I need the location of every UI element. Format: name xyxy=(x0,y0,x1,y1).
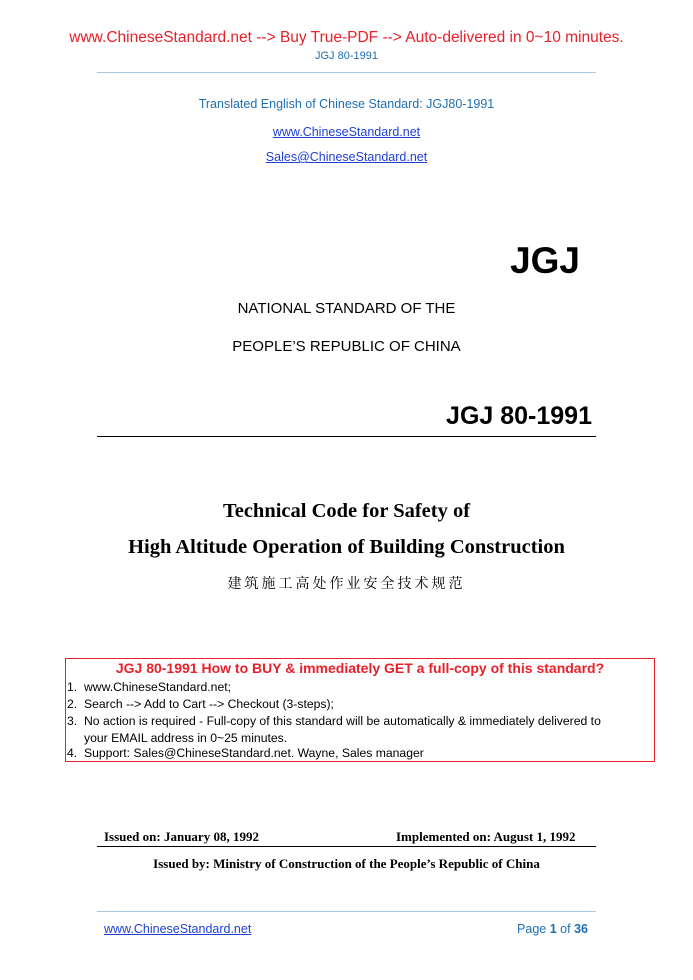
list-number: 1. xyxy=(67,680,78,694)
translation-line: Translated English of Chinese Standard: JGJ80-1991 xyxy=(198,97,495,111)
list-item-text: www.ChineseStandard.net; xyxy=(84,680,232,694)
email-link[interactable]: Sales@ChineseStandard.net xyxy=(265,150,428,164)
standard-category: JGJ xyxy=(510,240,580,281)
list-item-text: Search --> Add to Cart --> Checkout (3-steps); xyxy=(84,697,334,711)
website-link[interactable]: www.ChineseStandard.net xyxy=(272,125,421,139)
list-number: 3. xyxy=(67,714,78,728)
page-of: of xyxy=(560,922,571,936)
issued-by: Issued by: Ministry of Construction of the People’s Republic of China xyxy=(153,856,540,871)
email-link-row xyxy=(0,148,693,166)
title-chinese: 建筑施工高处作业安全技术规范 xyxy=(227,576,466,592)
footer-divider xyxy=(97,911,596,912)
website-link-row xyxy=(0,123,693,141)
issue-divider xyxy=(97,846,596,847)
list-item-text: your EMAIL address in 0~25 minutes. xyxy=(84,731,288,745)
list-number: 2. xyxy=(67,697,78,711)
standard-number: JGJ 80-1991 xyxy=(446,402,592,430)
footer-website-link[interactable]: www.ChineseStandard.net xyxy=(104,922,252,936)
title-line2: High Altitude Operation of Building Construction xyxy=(128,536,565,558)
header-standard-code: JGJ 80-1991 xyxy=(315,50,378,62)
issued-on-date: Issued on: January 08, 1992 xyxy=(104,829,259,844)
buy-step-4 xyxy=(67,746,424,760)
standard-number-divider xyxy=(97,436,596,437)
list-number: 4. xyxy=(67,746,78,760)
buy-step-3 xyxy=(67,714,601,728)
top-banner[interactable]: www.ChineseStandard.net --> Buy True-PDF --> Auto-delivered in 0~10 minutes. xyxy=(69,29,624,46)
national-standard-line1: NATIONAL STANDARD OF THE xyxy=(237,300,456,317)
national-standard-line2: PEOPLE’S REPUBLIC OF CHINA xyxy=(232,338,461,355)
buy-box-title: JGJ 80-1991 How to BUY & immediately GET a full-copy of this standard? xyxy=(115,660,605,676)
page-total: 36 xyxy=(574,922,588,936)
header-divider xyxy=(97,72,596,73)
list-item-text: Support: Sales@ChineseStandard.net. Wayne, Sales manager xyxy=(84,746,424,760)
buy-step-3-continued xyxy=(67,731,287,745)
list-item-text: No action is required - Full-copy of this standard will be automatically & immediately delivered to xyxy=(84,714,601,728)
page-label: Page xyxy=(517,922,547,936)
buy-step-1 xyxy=(67,680,231,694)
implemented-on-date: Implemented on: August 1, 1992 xyxy=(396,829,576,844)
buy-step-2 xyxy=(67,697,334,711)
title-line1: Technical Code for Safety of xyxy=(222,500,471,522)
page-current: 1 xyxy=(549,922,557,936)
page-indicator xyxy=(440,922,588,936)
